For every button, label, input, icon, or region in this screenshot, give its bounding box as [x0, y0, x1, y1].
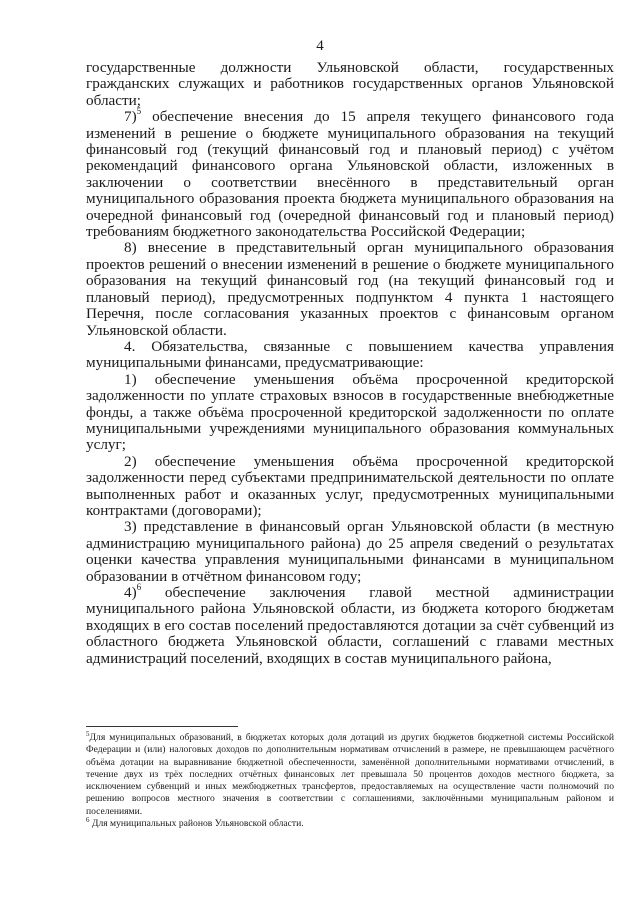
paragraph-item-7	[86, 106, 614, 241]
paragraph-item-1	[86, 372, 614, 454]
footnote-separator	[86, 726, 238, 727]
paragraph-item-8	[86, 240, 614, 338]
paragraph-section-4	[86, 339, 614, 372]
footnote-ref-5: 5	[136, 106, 142, 117]
paragraph-continuation	[86, 60, 614, 109]
paragraph-text: государственные должности Ульяновской области, государственных гражданских служащих и работников государственных органов Ульяновской области;	[86, 59, 614, 109]
footnote-ref-6: 6	[136, 581, 142, 592]
footnote-text: Для муниципальных образований, в бюджетах которых доля дотаций из других бюджетов бюджетной системы Российской Федерации и (или) налоговых доходов по дополнительным нормативам отчислений в размере, не превышающем расчётного объёма дотации на выравнивание бюджетной обеспеченности, заменённой дополнительными нормативами отчислений, в течение двух из трёх последних отчётных финансовых лет превышала 50 процентов доходов местного бюджета, за исключением субвенций и иных межбюджетных трансфертов, предоставляемых на осуществление части полномочий по решению вопросов местного значения в соответствии с соглашениями, заключёнными муниципальным районом и поселениями.	[86, 732, 614, 817]
paragraph-text: 4. Обязательства, связанные с повышением качества управления муниципальными финансами, предусматривающие:	[86, 337, 614, 372]
footnote-6	[86, 815, 614, 830]
page-number: 4	[316, 38, 324, 54]
footnotes	[86, 729, 614, 830]
footnote-text: Для муниципальных районов Ульяновской области.	[89, 818, 304, 830]
paragraph-item-3	[86, 519, 614, 585]
item-marker: 4)	[124, 584, 137, 601]
paragraph-text: 3) представление в финансовый орган Ульяновской области (в местную администрацию муниципального района) до 25 апреля сведений о результатах оценки качества управления муниципальными финансами в муниципальном образовании в отчётном финансовом году;	[86, 518, 614, 585]
paragraph-text: 1) обеспечение уменьшения объёма просроченной кредиторской задолженности по уплате страховых взносов в государственные внебюджетные фонды, а также объёма просроченной кредиторской задолженности по оплате муниципальными учреждениями муниципального образования коммунальных услуг;	[86, 370, 614, 454]
footnote-number: 6	[86, 815, 90, 824]
paragraph-item-2	[86, 454, 614, 520]
document-body	[86, 60, 614, 667]
paragraph-text: обеспечение внесения до 15 апреля текущего финансового года изменений в решение о бюджете муниципального образования на текущий финансовый год (текущий финансовый год и плановый период) с учётом рекомендаций финансового органа Ульяновской области, изложенных в заключении о соответствии внесённого в представительный орган муниципального образования проекта бюджета муниципального образования на очередной финансовый год (очередной финансовый год и плановый период) требованиям бюджетного законодательства Российской Федерации;	[86, 108, 614, 241]
paragraph-text: обеспечение заключения главой местной администрации муниципального района Ульяновской области, из бюджета которого бюджетам входящих в его состав поселений предоставляются дотации за счёт субвенций из областного бюджета Ульяновской области, соглашений с главами местных администраций поселений, входящих в состав муниципального района,	[86, 584, 614, 667]
item-marker: 7)	[124, 108, 137, 126]
footnote-number: 5	[86, 729, 90, 738]
paragraph-text: 2) обеспечение уменьшения объёма просроченной кредиторской задолженности перед субъектами предпринимательской деятельности по оплате выполненных работ и оказанных услуг, предусмотренных муниципальными контрактами (договорами);	[86, 452, 614, 519]
paragraph-item-4	[86, 581, 614, 667]
footnote-5	[86, 729, 614, 818]
paragraph-text: 8) внесение в представительный орган муниципального образования проектов решений о внесении изменений в решение о бюджете муниципального образования на текущий финансовый год (на текущий финансовый год и плановый период), предусмотренных подпунктом 4 пункта 1 настоящего Перечня, после согласования указанных проектов с финансовым органом Ульяновской области.	[86, 239, 614, 339]
